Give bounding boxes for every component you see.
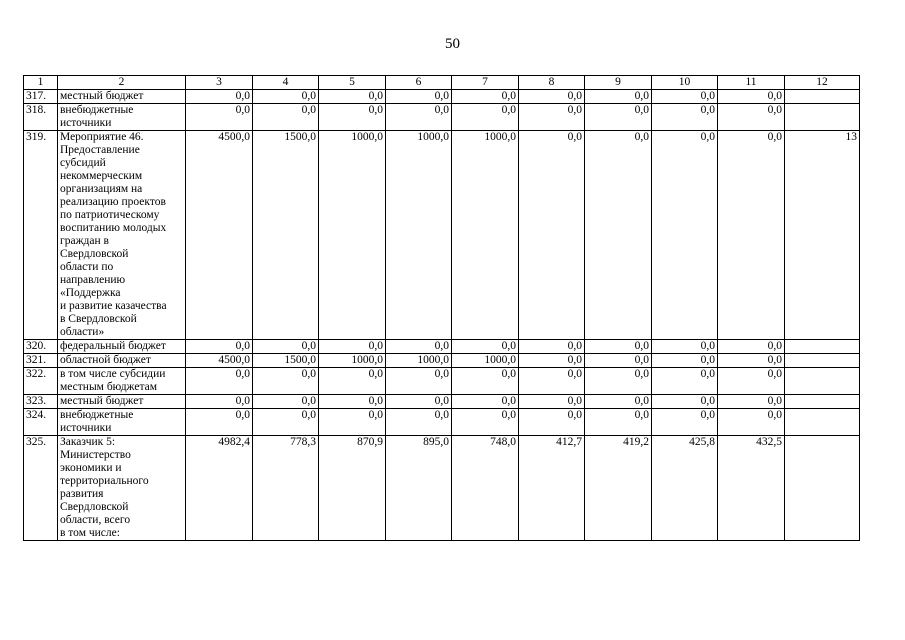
value-cell: 1000,0 [319,354,386,368]
value-cell: 0,0 [652,354,718,368]
value-cell: 0,0 [519,368,585,395]
value-cell: 0,0 [253,395,319,409]
value-cell: 0,0 [186,395,253,409]
row-description: внебюджетные источники [58,104,186,131]
value-cell: 0,0 [452,90,519,104]
value-cell: 778,3 [253,436,319,541]
column-header: 8 [519,76,585,90]
value-cell: 0,0 [452,104,519,131]
value-cell: 0,0 [519,354,585,368]
table-row [24,131,860,340]
row-description: местный бюджет [58,90,186,104]
value-cell: 0,0 [186,90,253,104]
value-cell: 0,0 [718,395,785,409]
value-cell: 0,0 [386,340,452,354]
table-row [24,90,860,104]
row-number: 323. [24,395,58,409]
row-number: 325. [24,436,58,541]
value-cell: 0,0 [652,90,718,104]
budget-table [23,75,860,541]
value-cell: 0,0 [519,395,585,409]
table-body [24,90,860,541]
row-number: 319. [24,131,58,340]
row-number: 324. [24,409,58,436]
indicator-reference-cell: 13 [785,131,860,340]
value-cell: 0,0 [718,90,785,104]
table-row [24,436,860,541]
value-cell: 0,0 [519,104,585,131]
row-description: Мероприятие 46. Предоставление субсидий некоммерческим организациям на реализацию проектов по патриотическому воспитанию молодых граждан в Свердловской области по направлению «Поддержка и развитие казачества в Свердловской области» [58,131,186,340]
value-cell: 0,0 [718,409,785,436]
column-header: 6 [386,76,452,90]
value-cell: 0,0 [585,395,652,409]
indicator-reference-cell [785,436,860,541]
value-cell: 0,0 [186,409,253,436]
value-cell: 0,0 [319,395,386,409]
value-cell: 1000,0 [319,131,386,340]
value-cell: 895,0 [386,436,452,541]
table-row [24,104,860,131]
value-cell: 0,0 [253,104,319,131]
row-description: Заказчик 5: Министерство экономики и территориального развития Свердловской области, всего в том числе: [58,436,186,541]
indicator-reference-cell [785,409,860,436]
row-description: областной бюджет [58,354,186,368]
value-cell: 0,0 [386,368,452,395]
value-cell: 0,0 [452,395,519,409]
value-cell: 0,0 [585,368,652,395]
value-cell: 0,0 [186,368,253,395]
value-cell: 0,0 [652,104,718,131]
value-cell: 0,0 [718,368,785,395]
value-cell: 870,9 [319,436,386,541]
column-header: 1 [24,76,58,90]
value-cell: 4500,0 [186,354,253,368]
row-description: в том числе субсидии местным бюджетам [58,368,186,395]
indicator-reference-cell [785,368,860,395]
value-cell: 0,0 [652,131,718,340]
value-cell: 1000,0 [386,131,452,340]
column-header: 10 [652,76,718,90]
row-number: 320. [24,340,58,354]
value-cell: 0,0 [585,104,652,131]
indicator-reference-cell [785,395,860,409]
value-cell: 0,0 [519,131,585,340]
table-row [24,395,860,409]
table-row [24,368,860,395]
value-cell: 425,8 [652,436,718,541]
value-cell: 0,0 [718,340,785,354]
column-header: 9 [585,76,652,90]
column-header: 7 [452,76,519,90]
value-cell: 0,0 [319,409,386,436]
value-cell: 0,0 [652,368,718,395]
row-description: местный бюджет [58,395,186,409]
value-cell: 0,0 [319,340,386,354]
value-cell: 0,0 [585,131,652,340]
value-cell: 432,5 [718,436,785,541]
column-header: 2 [58,76,186,90]
value-cell: 0,0 [652,395,718,409]
indicator-reference-cell [785,340,860,354]
value-cell: 412,7 [519,436,585,541]
header-row [24,76,860,90]
value-cell: 0,0 [718,131,785,340]
value-cell: 0,0 [253,368,319,395]
row-number: 322. [24,368,58,395]
indicator-reference-cell [785,90,860,104]
value-cell: 0,0 [253,90,319,104]
row-description: внебюджетные источники [58,409,186,436]
value-cell: 0,0 [585,409,652,436]
value-cell: 4982,4 [186,436,253,541]
value-cell: 1000,0 [452,131,519,340]
column-header: 12 [785,76,860,90]
value-cell: 0,0 [519,340,585,354]
page-number: 50 [445,36,460,52]
value-cell: 0,0 [652,409,718,436]
value-cell: 1000,0 [452,354,519,368]
row-number: 317. [24,90,58,104]
value-cell: 0,0 [319,368,386,395]
row-description: федеральный бюджет [58,340,186,354]
value-cell: 0,0 [386,104,452,131]
indicator-reference-cell [785,104,860,131]
value-cell: 0,0 [585,340,652,354]
value-cell: 0,0 [186,340,253,354]
value-cell: 0,0 [386,90,452,104]
value-cell: 0,0 [386,395,452,409]
column-header: 3 [186,76,253,90]
value-cell: 0,0 [718,354,785,368]
value-cell: 0,0 [452,340,519,354]
value-cell: 1000,0 [386,354,452,368]
column-header: 4 [253,76,319,90]
table-row [24,409,860,436]
value-cell: 748,0 [452,436,519,541]
value-cell: 1500,0 [253,354,319,368]
value-cell: 0,0 [452,409,519,436]
value-cell: 1500,0 [253,131,319,340]
value-cell: 0,0 [386,409,452,436]
value-cell: 0,0 [253,340,319,354]
value-cell: 0,0 [585,354,652,368]
table-row [24,340,860,354]
row-number: 318. [24,104,58,131]
row-number: 321. [24,354,58,368]
value-cell: 419,2 [585,436,652,541]
indicator-reference-cell [785,354,860,368]
table-row [24,354,860,368]
column-header: 11 [718,76,785,90]
value-cell: 0,0 [519,90,585,104]
value-cell: 0,0 [319,104,386,131]
value-cell: 0,0 [319,90,386,104]
value-cell: 0,0 [652,340,718,354]
value-cell: 0,0 [718,104,785,131]
value-cell: 0,0 [452,368,519,395]
value-cell: 0,0 [585,90,652,104]
value-cell: 0,0 [519,409,585,436]
value-cell: 4500,0 [186,131,253,340]
value-cell: 0,0 [186,104,253,131]
column-header: 5 [319,76,386,90]
value-cell: 0,0 [253,409,319,436]
